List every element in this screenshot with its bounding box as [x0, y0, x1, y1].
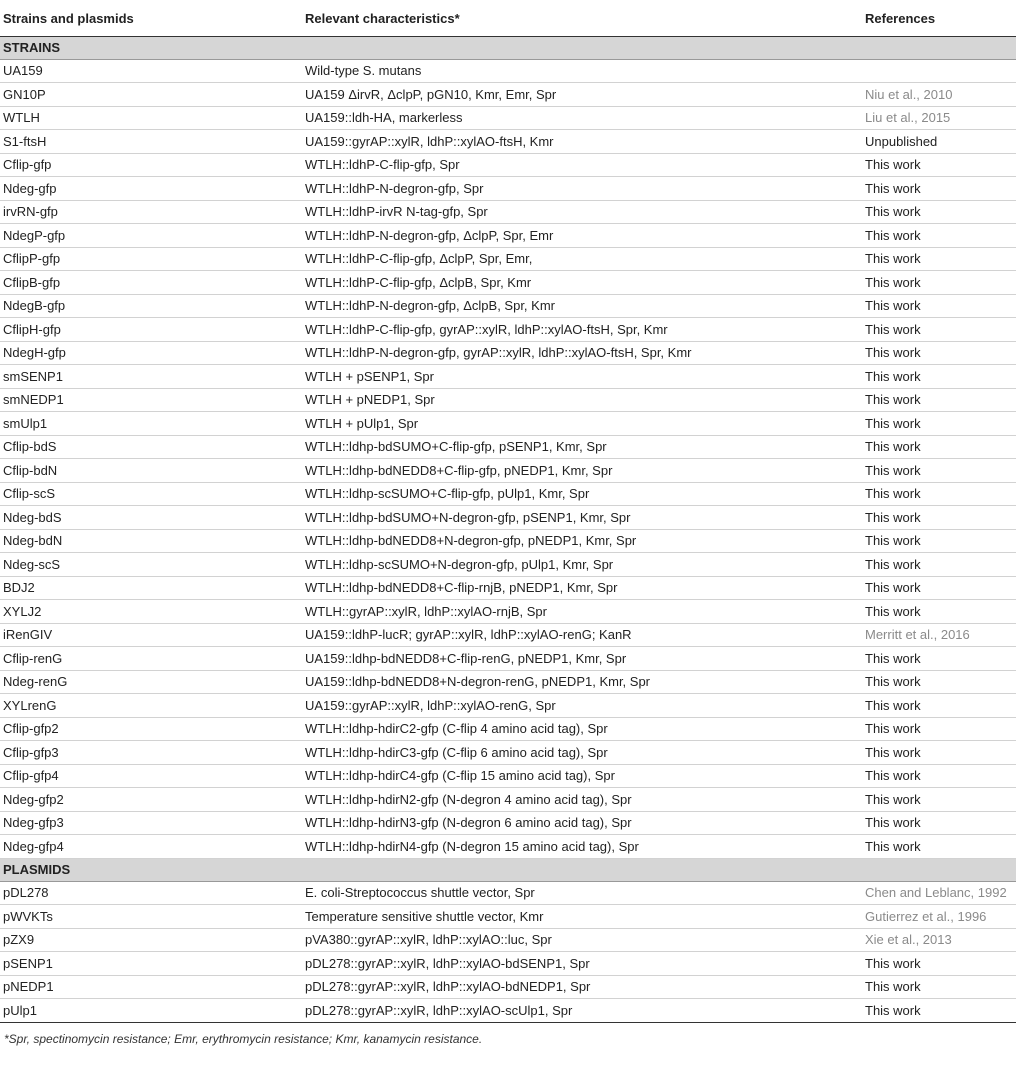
characteristics-cell: UA159::ldhp-bdNEDD8+N-degron-renG, pNEDP1, Kmr, Spr: [302, 670, 862, 694]
reference-cell: This work: [862, 200, 1016, 224]
strain-name-cell: pSENP1: [0, 952, 302, 976]
strain-name-cell: pWVKTs: [0, 905, 302, 929]
strain-name-cell: Ndeg-renG: [0, 670, 302, 694]
strain-name-cell: iRenGIV: [0, 623, 302, 647]
table-row: [0, 153, 1016, 177]
reference-cell: This work: [862, 952, 1016, 976]
section-title: PLASMIDS: [0, 858, 1016, 881]
characteristics-cell: UA159::gyrAP::xylR, ldhP::xylAO-ftsH, Kmr: [302, 130, 862, 154]
characteristics-cell: WTLH::ldhP-N-degron-gfp, ΔclpP, Spr, Emr: [302, 224, 862, 248]
characteristics-cell: WTLH::ldhp-hdirN3-gfp (N-degron 6 amino acid tag), Spr: [302, 811, 862, 835]
characteristics-cell: WTLH::ldhp-scSUMO+C-flip-gfp, pUlp1, Kmr, Spr: [302, 482, 862, 506]
reference-cell: This work: [862, 388, 1016, 412]
reference-cell: This work: [862, 811, 1016, 835]
reference-cell: This work: [862, 600, 1016, 624]
table-row: [0, 647, 1016, 671]
table-row: [0, 999, 1016, 1023]
strain-name-cell: UA159: [0, 59, 302, 83]
table-row: [0, 130, 1016, 154]
table-row: [0, 811, 1016, 835]
strain-name-cell: NdegB-gfp: [0, 294, 302, 318]
reference-cell: This work: [862, 835, 1016, 859]
characteristics-cell: UA159::ldhp-bdNEDD8+C-flip-renG, pNEDP1, Kmr, Spr: [302, 647, 862, 671]
table-row: [0, 835, 1016, 859]
table-row: [0, 600, 1016, 624]
table-body: [0, 36, 1016, 1022]
table-row: [0, 318, 1016, 342]
characteristics-cell: WTLH + pNEDP1, Spr: [302, 388, 862, 412]
characteristics-cell: E. coli-Streptococcus shuttle vector, Spr: [302, 881, 862, 905]
table-row: [0, 294, 1016, 318]
reference-cell: This work: [862, 975, 1016, 999]
reference-cell: This work: [862, 999, 1016, 1023]
characteristics-cell: pDL278::gyrAP::xylR, ldhP::xylAO-scUlp1, Spr: [302, 999, 862, 1023]
reference-cell: This work: [862, 271, 1016, 295]
strain-name-cell: Cflip-bdN: [0, 459, 302, 483]
table-row: [0, 576, 1016, 600]
strain-name-cell: pNEDP1: [0, 975, 302, 999]
characteristics-cell: WTLH::ldhP-C-flip-gfp, ΔclpP, Spr, Emr,: [302, 247, 862, 271]
table-row: [0, 412, 1016, 436]
table-row: [0, 482, 1016, 506]
reference-cell: This work: [862, 506, 1016, 530]
reference-cell: This work: [862, 294, 1016, 318]
strain-name-cell: WTLH: [0, 106, 302, 130]
reference-cell: Unpublished: [862, 130, 1016, 154]
characteristics-cell: WTLH::ldhP-irvR N-tag-gfp, Spr: [302, 200, 862, 224]
table-row: [0, 881, 1016, 905]
table-row: [0, 670, 1016, 694]
table-row: [0, 506, 1016, 530]
table-row: [0, 435, 1016, 459]
characteristics-cell: WTLH::gyrAP::xylR, ldhP::xylAO-rnjB, Spr: [302, 600, 862, 624]
characteristics-cell: UA159 ΔirvR, ΔclpP, pGN10, Kmr, Emr, Spr: [302, 83, 862, 107]
table-header-row: [0, 0, 1016, 36]
characteristics-cell: WTLH::ldhP-C-flip-gfp, gyrAP::xylR, ldhP::xylAO-ftsH, Spr, Kmr: [302, 318, 862, 342]
strain-name-cell: Ndeg-gfp4: [0, 835, 302, 859]
reference-cell: This work: [862, 482, 1016, 506]
strain-name-cell: Ndeg-bdN: [0, 529, 302, 553]
characteristics-cell: WTLH::ldhp-bdNEDD8+C-flip-rnjB, pNEDP1, Kmr, Spr: [302, 576, 862, 600]
characteristics-cell: WTLH::ldhP-C-flip-gfp, Spr: [302, 153, 862, 177]
strain-name-cell: XYLJ2: [0, 600, 302, 624]
table-row: [0, 905, 1016, 929]
table-row: [0, 975, 1016, 999]
table-row: [0, 341, 1016, 365]
strain-name-cell: Ndeg-gfp: [0, 177, 302, 201]
table-row: [0, 928, 1016, 952]
table-row: [0, 271, 1016, 295]
strain-name-cell: XYLrenG: [0, 694, 302, 718]
reference-cell: This work: [862, 224, 1016, 248]
header-references: References: [862, 0, 1016, 36]
reference-cell[interactable]: Liu et al., 2015: [862, 106, 1016, 130]
characteristics-cell: WTLH::ldhp-hdirC3-gfp (C-flip 6 amino acid tag), Spr: [302, 741, 862, 765]
table-row: [0, 717, 1016, 741]
reference-cell: This work: [862, 764, 1016, 788]
reference-cell: This work: [862, 788, 1016, 812]
strain-name-cell: Cflip-bdS: [0, 435, 302, 459]
table-row: [0, 553, 1016, 577]
strain-name-cell: S1-ftsH: [0, 130, 302, 154]
table-row: [0, 365, 1016, 389]
strain-name-cell: Cflip-scS: [0, 482, 302, 506]
characteristics-cell: pVA380::gyrAP::xylR, ldhP::xylAO::luc, Spr: [302, 928, 862, 952]
strain-name-cell: NdegP-gfp: [0, 224, 302, 248]
table-row: [0, 106, 1016, 130]
table-row: [0, 952, 1016, 976]
reference-cell: This work: [862, 341, 1016, 365]
characteristics-cell: WTLH::ldhp-bdNEDD8+C-flip-gfp, pNEDP1, Kmr, Spr: [302, 459, 862, 483]
strain-name-cell: Ndeg-bdS: [0, 506, 302, 530]
table-row: [0, 459, 1016, 483]
reference-cell: This work: [862, 670, 1016, 694]
table-row: [0, 59, 1016, 83]
strain-name-cell: Cflip-gfp3: [0, 741, 302, 765]
strain-name-cell: Cflip-gfp4: [0, 764, 302, 788]
characteristics-cell: WTLH::ldhp-bdSUMO+N-degron-gfp, pSENP1, Kmr, Spr: [302, 506, 862, 530]
characteristics-cell: WTLH + pSENP1, Spr: [302, 365, 862, 389]
reference-cell[interactable]: Xie et al., 2013: [862, 928, 1016, 952]
reference-cell: This work: [862, 365, 1016, 389]
characteristics-cell: WTLH::ldhP-N-degron-gfp, ΔclpB, Spr, Kmr: [302, 294, 862, 318]
characteristics-cell: WTLH::ldhp-scSUMO+N-degron-gfp, pUlp1, Kmr, Spr: [302, 553, 862, 577]
characteristics-cell: pDL278::gyrAP::xylR, ldhP::xylAO-bdSENP1, Spr: [302, 952, 862, 976]
reference-cell: This work: [862, 741, 1016, 765]
reference-cell: This work: [862, 694, 1016, 718]
strain-name-cell: CflipH-gfp: [0, 318, 302, 342]
strain-name-cell: CflipB-gfp: [0, 271, 302, 295]
header-relevant-characteristics: Relevant characteristics*: [302, 0, 862, 36]
characteristics-cell: WTLH::ldhp-hdirC2-gfp (C-flip 4 amino acid tag), Spr: [302, 717, 862, 741]
table-row: [0, 177, 1016, 201]
section-row-strains: [0, 36, 1016, 59]
reference-cell: This work: [862, 435, 1016, 459]
strain-name-cell: irvRN-gfp: [0, 200, 302, 224]
reference-cell: This work: [862, 553, 1016, 577]
reference-cell: This work: [862, 153, 1016, 177]
table-row: [0, 224, 1016, 248]
reference-cell: This work: [862, 576, 1016, 600]
header-strains-and-plasmids: Strains and plasmids: [0, 0, 302, 36]
reference-cell: This work: [862, 459, 1016, 483]
strain-name-cell: Cflip-gfp: [0, 153, 302, 177]
characteristics-cell: WTLH::ldhp-hdirN2-gfp (N-degron 4 amino acid tag), Spr: [302, 788, 862, 812]
strain-name-cell: smNEDP1: [0, 388, 302, 412]
strain-name-cell: smSENP1: [0, 365, 302, 389]
characteristics-cell: WTLH::ldhp-hdirC4-gfp (C-flip 15 amino acid tag), Spr: [302, 764, 862, 788]
characteristics-cell: WTLH::ldhp-bdSUMO+C-flip-gfp, pSENP1, Kmr, Spr: [302, 435, 862, 459]
characteristics-cell: WTLH + pUlp1, Spr: [302, 412, 862, 436]
characteristics-cell: Temperature sensitive shuttle vector, Kmr: [302, 905, 862, 929]
strain-name-cell: smUlp1: [0, 412, 302, 436]
reference-cell: This work: [862, 412, 1016, 436]
reference-cell[interactable]: Chen and Leblanc, 1992: [862, 881, 1016, 905]
table-row: [0, 764, 1016, 788]
characteristics-cell: UA159::ldh-HA, markerless: [302, 106, 862, 130]
characteristics-cell: WTLH::ldhp-hdirN4-gfp (N-degron 15 amino acid tag), Spr: [302, 835, 862, 859]
reference-cell: This work: [862, 177, 1016, 201]
strain-name-cell: Cflip-gfp2: [0, 717, 302, 741]
table-row: [0, 788, 1016, 812]
strain-name-cell: GN10P: [0, 83, 302, 107]
characteristics-cell: UA159::gyrAP::xylR, ldhP::xylAO-renG, Spr: [302, 694, 862, 718]
table-footnote: *Spr, spectinomycin resistance; Emr, erythromycin resistance; Kmr, kanamycin resistance.: [4, 1031, 483, 1046]
section-row-plasmids: [0, 858, 1016, 881]
characteristics-cell: UA159::ldhP-lucR; gyrAP::xylR, ldhP::xylAO-renG; KanR: [302, 623, 862, 647]
table-row: [0, 83, 1016, 107]
table-row: [0, 388, 1016, 412]
reference-cell: This work: [862, 529, 1016, 553]
strain-name-cell: pDL278: [0, 881, 302, 905]
section-title: STRAINS: [0, 36, 1016, 59]
strain-name-cell: pZX9: [0, 928, 302, 952]
strain-name-cell: BDJ2: [0, 576, 302, 600]
table-row: [0, 247, 1016, 271]
reference-cell: This work: [862, 318, 1016, 342]
strain-name-cell: Ndeg-scS: [0, 553, 302, 577]
characteristics-cell: pDL278::gyrAP::xylR, ldhP::xylAO-bdNEDP1, Spr: [302, 975, 862, 999]
strain-name-cell: NdegH-gfp: [0, 341, 302, 365]
reference-cell[interactable]: Niu et al., 2010: [862, 83, 1016, 107]
table-row: [0, 694, 1016, 718]
table-row: [0, 200, 1016, 224]
strain-name-cell: pUlp1: [0, 999, 302, 1023]
strain-name-cell: Ndeg-gfp3: [0, 811, 302, 835]
characteristics-cell: WTLH::ldhp-bdNEDD8+N-degron-gfp, pNEDP1, Kmr, Spr: [302, 529, 862, 553]
reference-cell[interactable]: Gutierrez et al., 1996: [862, 905, 1016, 929]
reference-cell: This work: [862, 717, 1016, 741]
characteristics-cell: Wild-type S. mutans: [302, 59, 862, 83]
strain-name-cell: CflipP-gfp: [0, 247, 302, 271]
table-row: [0, 529, 1016, 553]
reference-cell: [862, 59, 1016, 83]
reference-cell: This work: [862, 647, 1016, 671]
reference-cell: This work: [862, 247, 1016, 271]
strain-name-cell: Cflip-renG: [0, 647, 302, 671]
characteristics-cell: WTLH::ldhP-N-degron-gfp, gyrAP::xylR, ldhP::xylAO-ftsH, Spr, Kmr: [302, 341, 862, 365]
reference-cell[interactable]: Merritt et al., 2016: [862, 623, 1016, 647]
characteristics-cell: WTLH::ldhP-C-flip-gfp, ΔclpB, Spr, Kmr: [302, 271, 862, 295]
characteristics-cell: WTLH::ldhP-N-degron-gfp, Spr: [302, 177, 862, 201]
table-row: [0, 741, 1016, 765]
table-row: [0, 623, 1016, 647]
strain-name-cell: Ndeg-gfp2: [0, 788, 302, 812]
